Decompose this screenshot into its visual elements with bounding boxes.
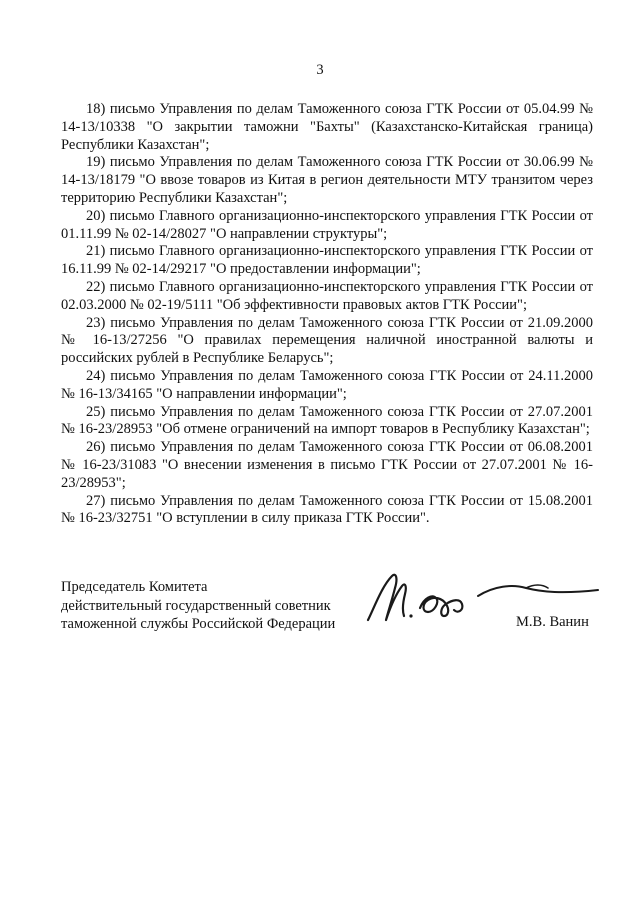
- list-item: 22) письмо Главного организационно-инспекторского управления ГТК России от 02.03.2000 № 02-19/5111 "Об эффективности правовых актов ГТК России";: [61, 278, 593, 313]
- signatory-title-line: действительный государственный советник: [61, 597, 331, 614]
- signer-name: М.В. Ванин: [516, 614, 589, 630]
- list-item: 24) письмо Управления по делам Таможенного союза ГТК России от 24.11.2000 № 16-13/34165 "О направлении информации";: [61, 367, 593, 402]
- list-item: 26) письмо Управления по делам Таможенного союза ГТК России от 06.08.2001 № 16-23/31083 "О внесении изменения в письмо ГТК России от 27.07.2001 № 16-23/28953";: [61, 439, 593, 491]
- list-item: 23) письмо Управления по делам Таможенного союза ГТК России от 21.09.2000 № 16-13/27256 "О правилах перемещения наличной иностранной валюты и российских рублей в Республике Беларусь";: [61, 314, 593, 367]
- list-item: 18) письмо Управления по делам Таможенного союза ГТК России от 05.04.99 № 14-13/10338 "О закрытии таможни "Бахты" (Казахстанско-Китайская граница) Республики Казахстан";: [61, 101, 593, 153]
- list-item: 21) письмо Главного организационно-инспекторского управления ГТК России от 16.11.99 № 02-14/29217 "О предоставлении информации";: [61, 243, 593, 278]
- signatory-title-line: таможенной службы Российской Федерации: [61, 616, 336, 632]
- list-item: 19) письмо Управления по делам Таможенного союза ГТК России от 30.06.99 № 14-13/18179 "О ввозе товаров из Китая в регион деятельности МТУ транзитом через территорию Республики Казахстан";: [61, 154, 593, 206]
- signatory-title-line: Председатель Комитета: [61, 579, 208, 595]
- list-item: 20) письмо Главного организационно-инспекторского управления ГТК России от 01.11.99 № 02-14/28027 "О направлении структуры";: [61, 207, 593, 242]
- signatory-title: [61, 578, 335, 634]
- list-item: 27) письмо Управления по делам Таможенного союза ГТК России от 15.08.2001 № 16-23/32751 "О вступлении в силу приказа ГТК России".: [61, 492, 593, 527]
- list-item: 25) письмо Управления по делам Таможенного союза ГТК России от 27.07.2001 № 16-23/28953 "Об отмене ограничений на импорт товаров в Республику Казахстан";: [61, 403, 593, 438]
- letters-list: [61, 101, 593, 528]
- page-number: 3: [316, 62, 324, 78]
